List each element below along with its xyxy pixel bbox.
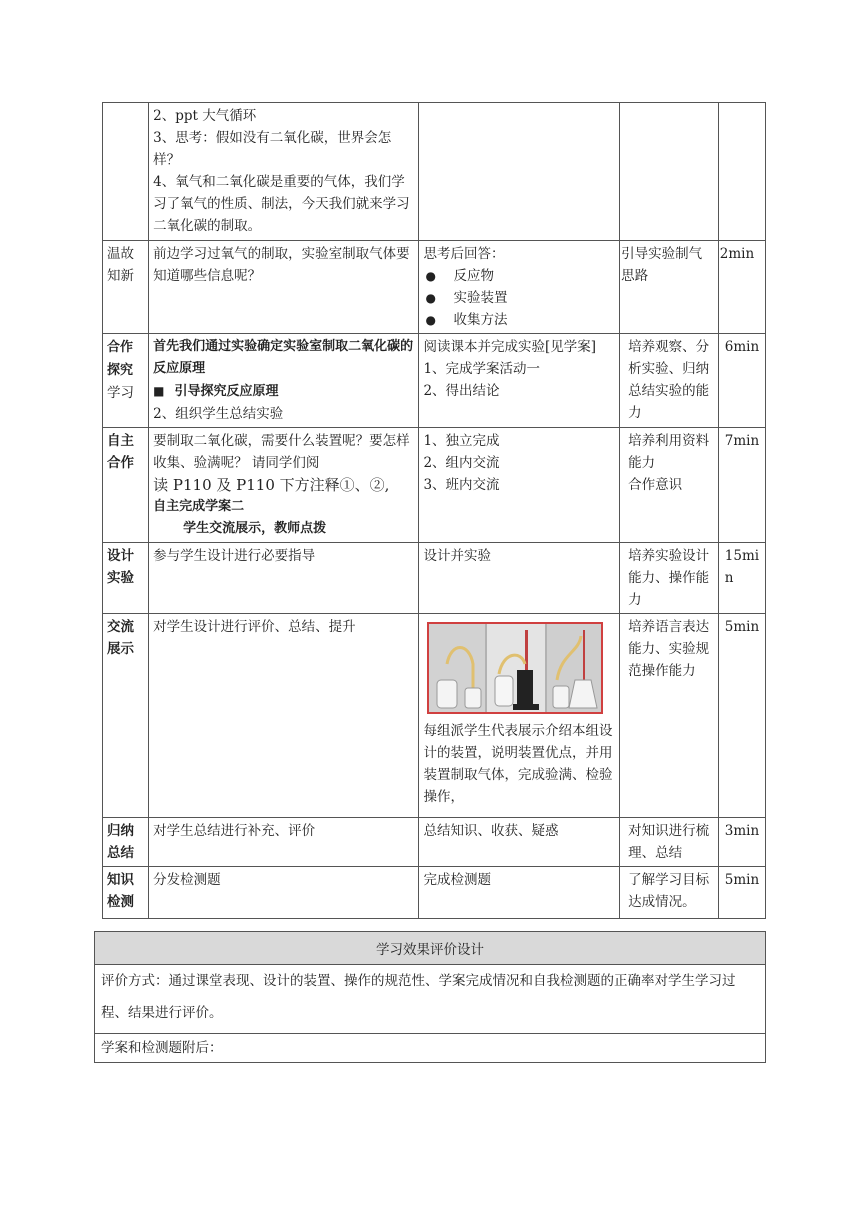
teacher-activity-cell: 分发检测题: [149, 867, 419, 919]
list-item: ● 收集方法: [423, 309, 615, 331]
student-activity-cell: [419, 614, 620, 818]
teacher-activity-cell: [149, 103, 419, 241]
intent-cell: 了解学习目标达成情况。: [620, 867, 719, 919]
experiment-apparatus-image: [429, 624, 601, 712]
intent-line: 合作意识: [628, 477, 683, 493]
teacher-line: 2、ppt 大气循环: [153, 108, 257, 124]
table-row: [95, 932, 766, 965]
student-line: 1、完成学案活动一: [423, 361, 541, 377]
list-item: ● 实验装置: [423, 287, 615, 309]
stage-cell: 交流展示: [103, 614, 149, 818]
time-cell: 7min: [718, 428, 765, 543]
intent-cell: [620, 428, 719, 543]
lesson-plan-table: [102, 102, 766, 919]
time-cell: [718, 103, 765, 241]
table-row: [103, 241, 766, 334]
table-row: [103, 867, 766, 919]
teacher-activity-cell: 参与学生设计进行必要指导: [149, 543, 419, 614]
table-row: [103, 543, 766, 614]
stage-cell: 温故知新: [103, 241, 149, 334]
intent-cell: [620, 103, 719, 241]
student-activity-cell: 总结知识、收获、疑惑: [419, 818, 620, 867]
stage-cell: [103, 334, 149, 428]
student-line: 3、班内交流: [423, 477, 500, 493]
table-row: [103, 818, 766, 867]
time-cell: 3min: [718, 818, 765, 867]
student-line: 2、组内交流: [423, 455, 500, 471]
student-line: 阅读课本并完成实验[见学案]: [423, 339, 597, 355]
intent-line: 培养利用资料能力: [628, 433, 710, 471]
student-activity-cell: 完成检测题: [419, 867, 620, 919]
student-activity-cell: [419, 241, 620, 334]
student-line: 1、独立完成: [423, 433, 500, 449]
student-activity-cell: [419, 103, 620, 241]
time-cell: 6min: [718, 334, 765, 428]
intent-cell: 培养实验设计能力、操作能力: [620, 543, 719, 614]
student-line: 2、得出结论: [423, 383, 500, 399]
teacher-line: 4、氧气和二氧化碳是重要的气体，我们学习了氧气的性质、制法，今天我们就来学习二氧化碳的制取。: [153, 174, 410, 234]
time-cell: 15min: [718, 543, 765, 614]
teacher-activity-cell: 对学生总结进行补充、评价: [149, 818, 419, 867]
evaluation-table: [94, 931, 766, 1063]
teacher-activity-cell: [149, 334, 419, 428]
intent-cell: 培养观察、分析实验、归纳总结实验的能力: [620, 334, 719, 428]
teacher-bold: 首先我们通过实验确定实验室制取二氧化碳的反应原理: [153, 339, 414, 376]
table-row: [95, 965, 766, 1034]
time-cell: 5min: [718, 867, 765, 919]
teacher-bold: 学生交流展示，教师点拨: [183, 521, 327, 536]
teacher-plain: 2、组织学生总结实验: [153, 406, 284, 422]
teacher-activity-cell: 前边学习过氧气的制取，实验室制取气体要知道哪些信息呢？: [149, 241, 419, 334]
intent-cell: 对知识进行梳理、总结: [620, 818, 719, 867]
list-item: ● 反应物: [423, 265, 615, 287]
student-text: 每组派学生代表展示介绍本组设计的装置，说明装置优点，并用装置制取气体，完成验满、检验操作，: [423, 723, 613, 805]
student-activity-cell: 设计并实验: [419, 543, 620, 614]
teacher-big: 读 P110 及 P110 下方注释①、②,: [153, 476, 390, 494]
time-cell: 5min: [718, 614, 765, 818]
student-activity-cell: [419, 428, 620, 543]
teacher-activity-cell: 对学生设计进行评价、总结、提升: [149, 614, 419, 818]
stage-plain: 学习: [107, 385, 134, 401]
evaluation-body: 评价方式：通过课堂表现、设计的装置、操作的规范性、学案完成情况和自我检测题的正确率对学生学习过程、结果进行评价。: [95, 965, 766, 1034]
teacher-square-item: ■ 引导探究反应原理: [153, 380, 414, 403]
stage-bold: 合作探究: [107, 340, 134, 378]
teacher-plain: 要制取二氧化碳，需要什么装置呢？要怎样收集、验满呢？ 请同学们阅: [153, 433, 410, 471]
table-row: [103, 614, 766, 818]
stage-cell: 自主合作: [103, 428, 149, 543]
bullet-list: [423, 265, 615, 331]
student-intro: 思考后回答：: [423, 246, 505, 262]
intent-cell: 引导实验制气思路: [620, 241, 719, 334]
teacher-bold: 自主完成学案二: [153, 499, 245, 514]
table-row: [103, 428, 766, 543]
teacher-activity-cell: [149, 428, 419, 543]
experiment-photo: [427, 622, 603, 714]
intent-cell: 培养语言表达能力、实验规范操作能力: [620, 614, 719, 818]
stage-cell: 设计实验: [103, 543, 149, 614]
table-row: [103, 334, 766, 428]
evaluation-title: 学习效果评价设计: [95, 932, 766, 965]
stage-cell: 知识检测: [103, 867, 149, 919]
evaluation-footer: 学案和检测题附后：: [95, 1034, 766, 1063]
time-cell: 2min: [718, 241, 765, 334]
table-row: [103, 103, 766, 241]
stage-cell: [103, 103, 149, 241]
stage-cell: 归纳总结: [103, 818, 149, 867]
table-row: [95, 1034, 766, 1063]
teacher-line: 3、思考：假如没有二氧化碳，世界会怎样？: [153, 130, 392, 168]
student-activity-cell: [419, 334, 620, 428]
